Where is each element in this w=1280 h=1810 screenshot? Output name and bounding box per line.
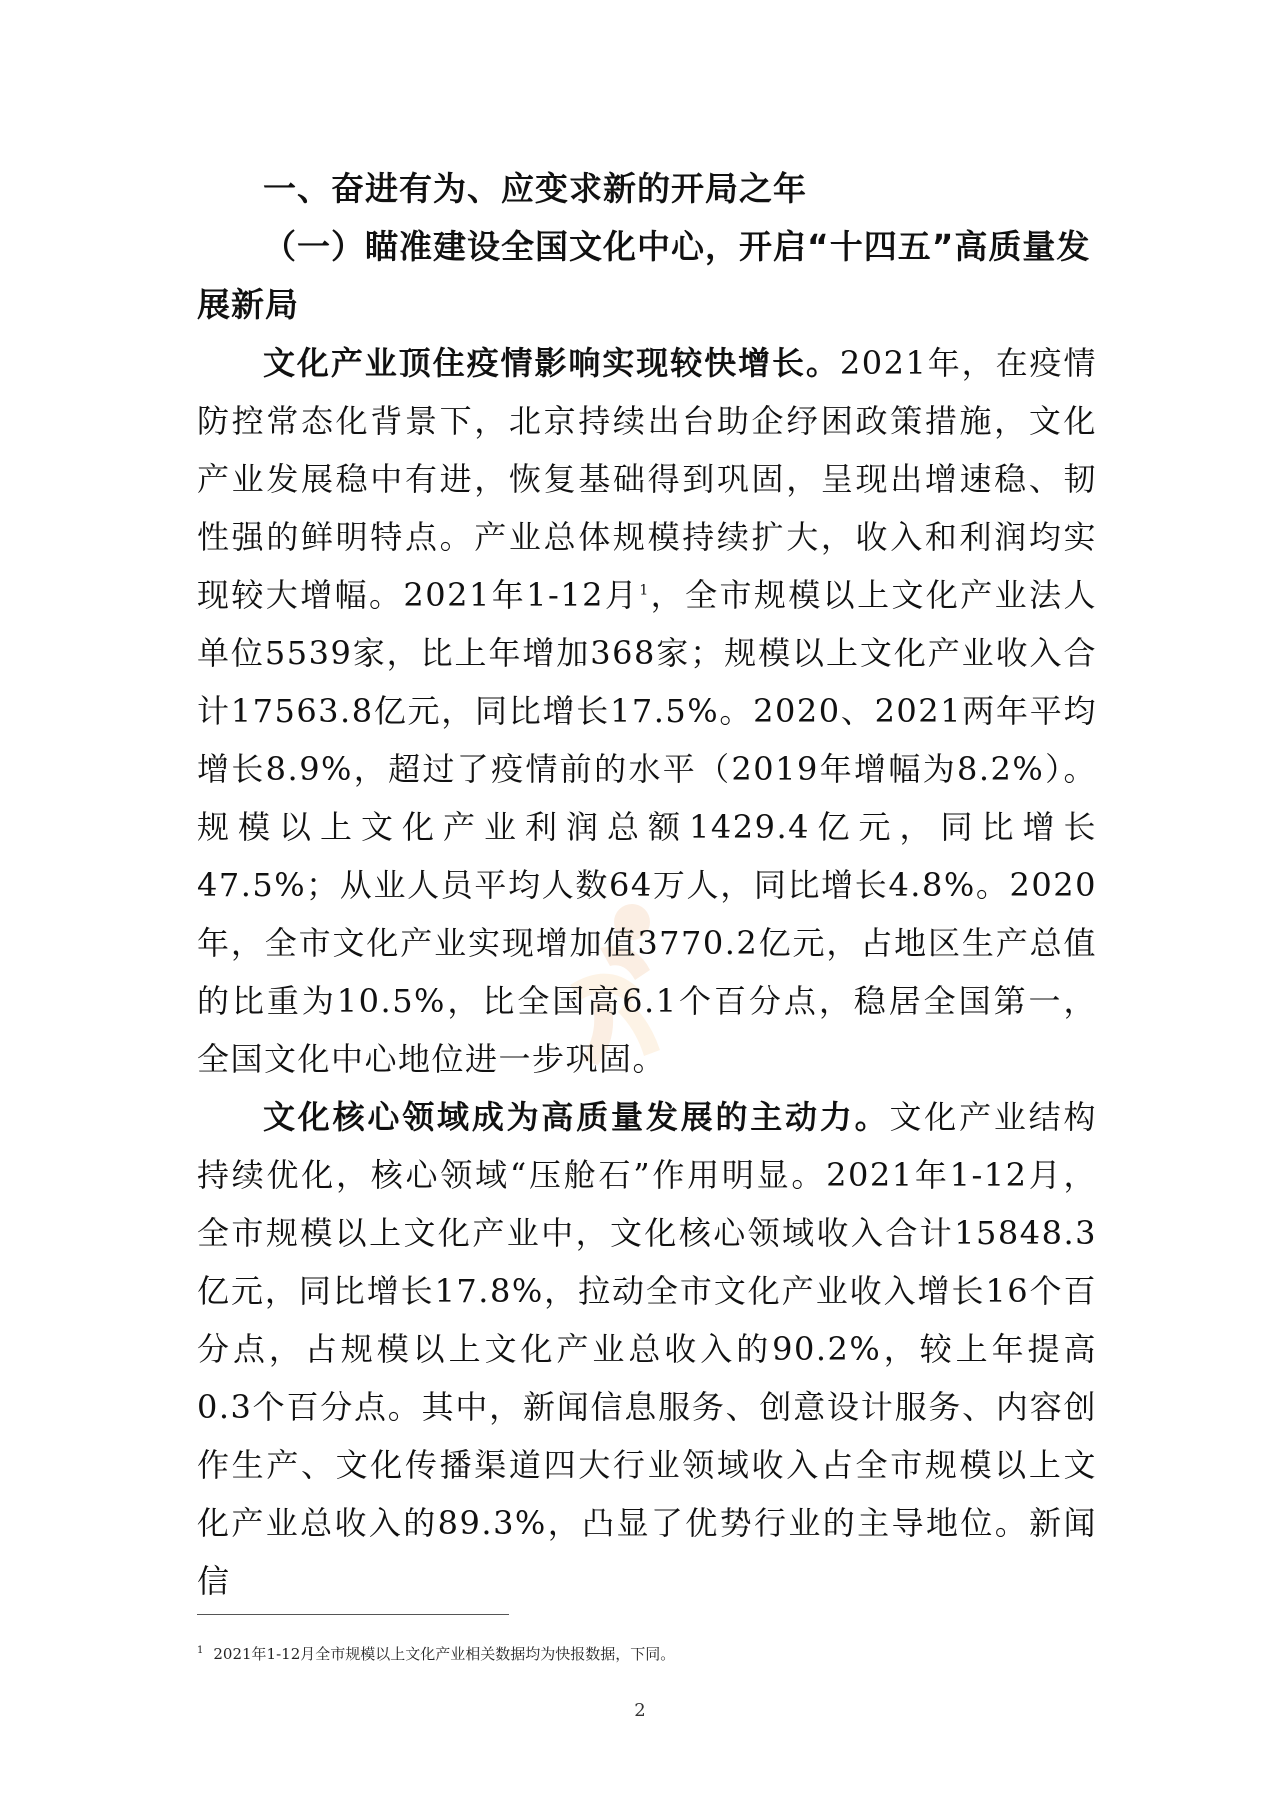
paragraph-lead: 文化核心领域成为高质量发展的主动力。 bbox=[263, 1098, 890, 1136]
paragraph-text: 2021年，在疫情防控常态化背景下，北京持续出台助企纾困政策措施，文化产业发展稳中有进，恢复基础得到巩固，呈现出增速稳、韧性强的鲜明特点。产业总体规模持续扩大，收入和利润均实现较大增幅。2021年1-12月 bbox=[197, 344, 1097, 614]
paragraph-core-sector bbox=[197, 1088, 1097, 1610]
footnote-text: 2021年1-12月全市规模以上文化产业相关数据均为快报数据，下同。 bbox=[213, 1645, 676, 1663]
subsection-heading: （一）瞄准建设全国文化中心，开启“十四五”高质量发展新局 bbox=[197, 227, 1091, 324]
paragraph-text: ，全市规模以上文化产业法人单位5539家，比上年增加368家；规模以上文化产业收入合计17563.8亿元，同比增长17.5%。2020、2021两年平均增长8.9%，超过了疫情前的水平（2019年增幅为8.2%）。规模以上文化产业利润总额1429.4亿元，同比增长47.5%；从业人员平均人数64万人，同比增长4.8%。2020年，全市文化产业实现增加值3770.2亿元，占地区生产总值的比重为10.5%，比全国高6.1个百分点，稳居全国第一，全国文化中心地位进一步巩固。 bbox=[197, 576, 1097, 1078]
footnote-mark: 1 bbox=[197, 1645, 204, 1656]
footnote-reference[interactable]: 1 bbox=[639, 582, 650, 599]
footnote bbox=[197, 1641, 675, 1664]
paragraph-industry-growth bbox=[197, 334, 1097, 1088]
paragraph-lead: 文化产业顶住疫情影响实现较快增长。 bbox=[263, 344, 840, 382]
page-number: 2 bbox=[634, 1700, 646, 1721]
document-body bbox=[197, 160, 1097, 1610]
section-heading: 一、奋进有为、应变求新的开局之年 bbox=[263, 169, 807, 208]
footnote-divider bbox=[197, 1614, 509, 1615]
paragraph-text: 文化产业结构持续优化，核心领域“压舱石”作用明显。2021年1-12月，全市规模以上文化产业中，文化核心领域收入合计15848.3亿元，同比增长17.8%，拉动全市文化产业收入增长16个百分点，占规模以上文化产业总收入的90.2%，较上年提高0.3个百分点。其中，新闻信息服务、创意设计服务、内容创作生产、文化传播渠道四大行业领域收入占全市规模以上文化产业总收入的89.3%，凸显了优势行业的主导地位。新闻信 bbox=[197, 1098, 1097, 1600]
